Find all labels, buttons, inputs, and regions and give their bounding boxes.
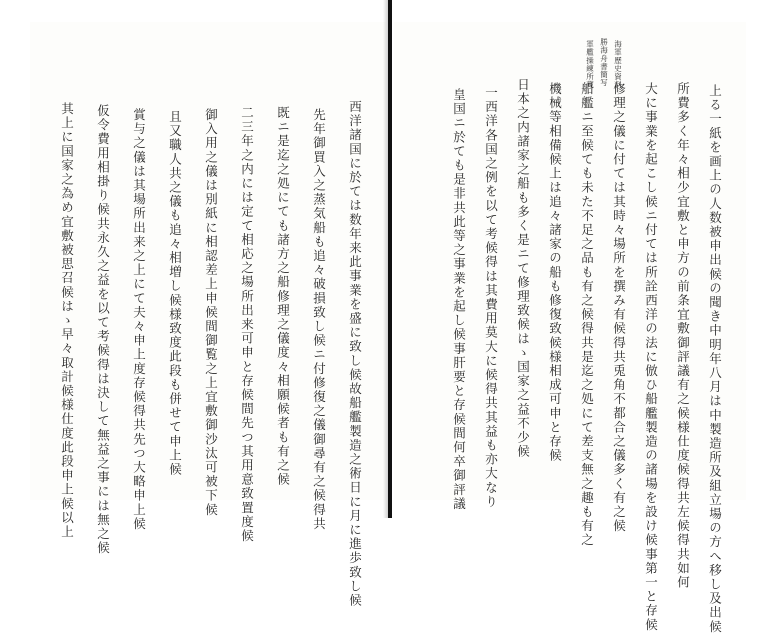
manuscript-column: 且又職人共之儀も追々相増し候様致度此段も併せて申上候: [167, 110, 183, 477]
header-note-line: 海軍歷史資料: [613, 40, 623, 89]
manuscript-column: 一西洋各国之例を以て考候得は其費用莫大に候得共其益も亦大なり: [483, 86, 499, 509]
right-page: [394, 22, 746, 634]
manuscript-column: 其上に国家之為め宜敷被思召候はゝ早々取計候様仕度此段申上候以上: [59, 102, 75, 540]
manuscript-column: 船艦ニ至候ても未た不足之品も有之候得共是迄之処にて差支無之趣も有之: [579, 82, 595, 548]
manuscript-column: 二三年之内には定て相応之場所出来可申と存候間先つ其用意致置度候: [239, 106, 255, 544]
manuscript-column: 皇国ニ於ても是非共此等之事業を起し候事肝要と存候間何卒御評議: [451, 88, 467, 511]
manuscript-column: 修理之儀に付ては其時々場所を撰み有候得共兎角不都合之儀多く有之候: [611, 82, 627, 534]
manuscript-column: 賞与之儀は其場所出来之上にて夫々申上度存候得共先つ大略申上候: [131, 108, 147, 531]
manuscript-column: 所費多く年々相少宜敷と申方の前条宜敷御評議有之候様仕度候得共左候得共如何: [675, 82, 691, 590]
header-note-line: 軍艦操練所蔵: [585, 40, 595, 89]
manuscript-column: 機械等相備候上は追々諸家の船も修復致候様相成可申と存候: [547, 82, 563, 463]
manuscript-column: 西洋諸国に於ては数年来此事業を盛に致し候故船艦製造之術日に月に進歩致し候: [347, 100, 363, 608]
manuscript-column: 既ニ是迄之処にても諸方之船修理之儀度々相願候者も有之候: [275, 106, 291, 487]
header-note-line: 勝海舟書簡写: [599, 38, 609, 87]
book-gutter: [388, 0, 392, 518]
manuscript-column: 上る一紙を画上の人数被申出候の聞き中明年八月は中製造所及組立場の方へ移し及出候: [707, 84, 723, 634]
left-page: [30, 22, 386, 608]
manuscript-column: 先年御買入之蒸気船も追々破損致し候ニ付修復之儀御尋有之候得共: [311, 108, 327, 531]
manuscript-column: 御入用之儀は別紙に相認差上申候間御覧之上宜敷御沙汰可被下候: [203, 108, 219, 517]
manuscript-column: 大に事業を起こし候ニ付ては所詮西洋の法に倣ひ船艦製造の諸場を設け候事第一と存候: [643, 82, 659, 632]
manuscript-column: 日本之内諸家之船も多く是ニて修理致候はゝ国家之益不少候: [515, 78, 531, 459]
manuscript-column: 仮令費用相掛り候共永久之益を以て考候得は決して無益之事には無之候: [95, 104, 111, 556]
